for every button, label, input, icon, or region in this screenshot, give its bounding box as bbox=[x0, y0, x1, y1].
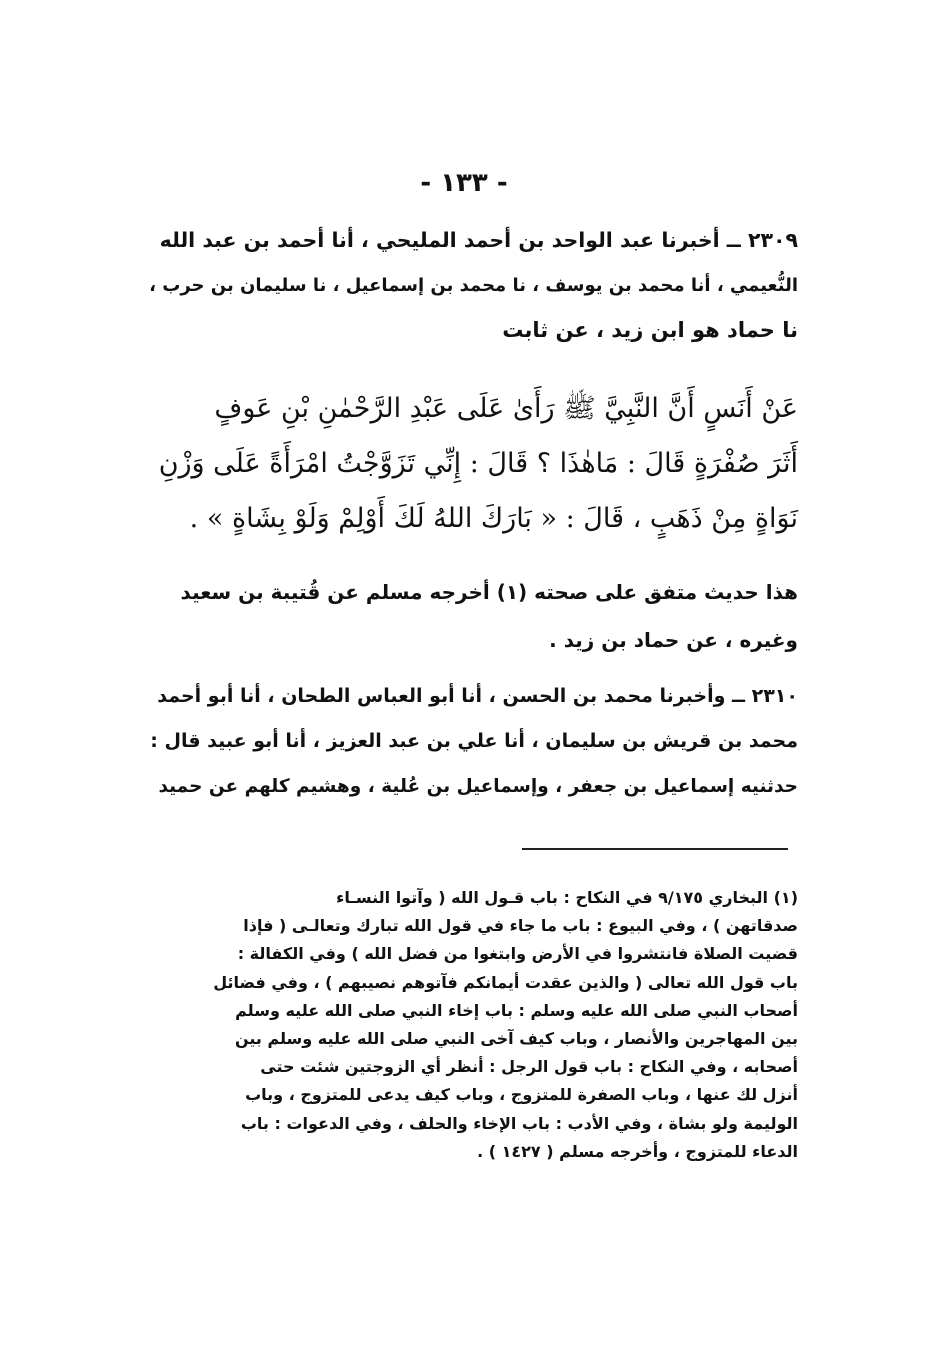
isnad-line: ٢٣٠٩ ــ أخبرنا عبد الواحد بن أحمد المليحي ، أنا أحمد بن عبد الله bbox=[159, 228, 798, 252]
hadith-2309-isnad bbox=[148, 218, 798, 353]
isnad-line: ٢٣١٠ ــ وأخبرنا محمد بن الحسن ، أنا أبو العباس الطحان ، أنا أبو أحمد bbox=[157, 685, 798, 707]
footnote-line: الوليمة ولو بشاة ، وفي الأدب : باب الإخاء والحلف ، وفي الدعوات : باب bbox=[240, 1113, 798, 1133]
footnote-line: أصحاب النبي صلى الله عليه وسلم : باب إخاء النبي صلى الله عليه وسلم bbox=[235, 1000, 798, 1020]
hadith-2310-isnad bbox=[148, 674, 798, 809]
matn-line: عَنْ أَنَسٍ أَنَّ النَّبِيَّ ﷺ رَأَىٰ عَلَى عَبْدِ الرَّحْمٰنِ بْنِ عَوفٍ bbox=[214, 393, 798, 424]
page-number: - ١٣٣ - bbox=[420, 168, 508, 198]
footnote-line: الدعاء للمتزوج ، وأخرجه مسلم ( ١٤٢٧ ) . bbox=[477, 1141, 798, 1161]
commentary-line: هذا حديث متفق على صحته (١) أخرجه مسلم عن قُتيبة بن سعيد bbox=[180, 580, 798, 604]
footnote-line: أنزل لك عنها ، وباب الصفرة للمتزوج ، وباب كيف يدعى للمتزوج ، وباب bbox=[245, 1085, 798, 1105]
isnad-line: محمد بن قريش بن سليمان ، أنا علي بن عبد العزيز ، أنا أبو عبيد قال : bbox=[150, 730, 798, 752]
hadith-2309-matn bbox=[148, 381, 798, 546]
footnote-separator bbox=[522, 848, 788, 850]
isnad-line: حدثنيه إسماعيل بن جعفر ، وإسماعيل بن عُلية ، وهشيم كلهم عن حميد bbox=[158, 776, 798, 797]
footnote-line: صدقاتهن ) ، وفي البيوع : باب ما جاء في قول الله تبارك وتعالـى ( فإذا bbox=[243, 916, 798, 936]
footnote-line: قضيت الصلاة فانتشروا في الأرض وابتغوا من فضل الله ) وفي الكفالة : bbox=[237, 944, 798, 964]
footnote bbox=[152, 884, 798, 1166]
commentary-line: وغيره ، عن حماد بن زيد . bbox=[549, 628, 798, 652]
hadith-2309-commentary bbox=[148, 568, 798, 664]
footnote-line: أصحابه ، وفي النكاح : باب قول الرجل : أنظر أي الزوجتين شئت حتى bbox=[260, 1057, 798, 1077]
isnad-line: نا حماد هو ابن زيد ، عن ثابت bbox=[502, 318, 798, 342]
matn-line: نَوَاةٍ مِنْ ذَهَبٍ ، قَالَ : « بَارَكَ اللهُ لَكَ أَوْلِمْ وَلَوْ بِشَاةٍ » . bbox=[189, 503, 798, 534]
footnote-line: باب قول الله تعالى ( والذين عقدت أيمانكم فآتوهم نصيبهم ) ، وفي فضائل bbox=[213, 972, 798, 992]
isnad-line: النُّعيمي ، أنا محمد بن يوسف ، نا محمد بن إسماعيل ، نا سليمان بن حرب ، bbox=[149, 275, 798, 296]
footnote-line: (١) البخاري ٩/١٧٥ في النكاح : باب قـول الله ( وآتوا النسـاء bbox=[336, 888, 798, 907]
footnote-line: بين المهاجرين والأنصار ، وباب كيف آخى النبي صلى الله عليه وسلم بين bbox=[234, 1028, 798, 1048]
matn-line: أَثَرَ صُفْرَةٍ قَالَ : مَاهٰذَا ؟ قَالَ : إِنِّي تَزَوَّجْتُ امْرَأَةً عَلَى وَزْنِ bbox=[158, 448, 798, 479]
